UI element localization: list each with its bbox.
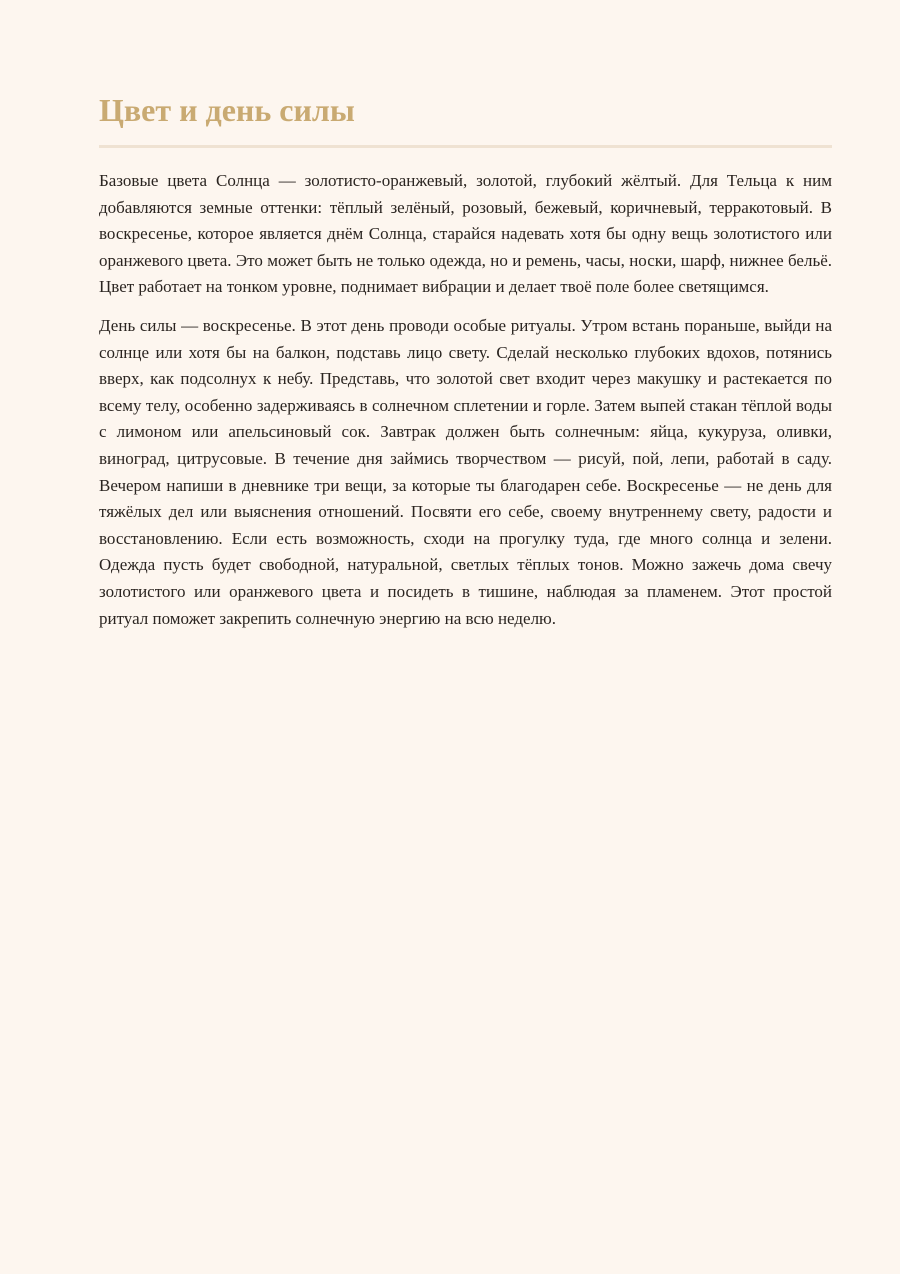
paragraph-colors: Базовые цвета Солнца — золотисто-оранжевый, золотой, глубокий жёлтый. Для Тельца к ним добавляются земные оттенки: тёплый зелёный, розовый, бежевый, коричневый, терракотовый. В воскресенье, которое является днём Солнца, старайся надевать хотя бы одну вещь золотистого или оранжевого цвета. Это может быть не только одежда, но и ремень, часы, носки, шарф, нижнее бельё. Цвет работает на тонком уровне, поднимает вибрации и делает твоё поле более светящимся.	[99, 171, 832, 297]
page-title: Цвет и день силы	[99, 92, 355, 128]
document-content	[99, 88, 832, 632]
paragraph-power-day: День силы — воскресенье. В этот день проводи особые ритуалы. Утром встань пораньше, выйди на солнце или хотя бы на балкон, подставь лицо свету. Сделай несколько глубоких вдохов, потянись вверх, как подсолнух к небу. Представь, что золотой свет входит через макушку и растекается по всему телу, особенно задерживаясь в солнечном сплетении и горле. Затем выпей стакан тёплой воды с лимоном или апельсиновый сок. Завтрак должен быть солнечным: яйца, кукуруза, оливки, виноград, цитрусовые. В течение дня займись творчеством — рисуй, пой, лепи, работай в саду. Вечером напиши в дневнике три вещи, за которые ты благодарен себе. Воскресенье — не день для тяжёлых дел или выяснения отношений. Посвяти его себе, своему внутреннему свету, радости и восстановлению. Если есть возможность, сходи на прогулку туда, где много солнца и зелени. Одежда пусть будет свободной, натуральной, светлых тёплых тонов. Можно зажечь дома свечу золотистого или оранжевого цвета и посидеть в тишине, наблюдая за пламенем. Этот простой ритуал поможет закрепить солнечную энергию на всю неделю.	[99, 315, 832, 628]
title-divider	[99, 145, 832, 148]
